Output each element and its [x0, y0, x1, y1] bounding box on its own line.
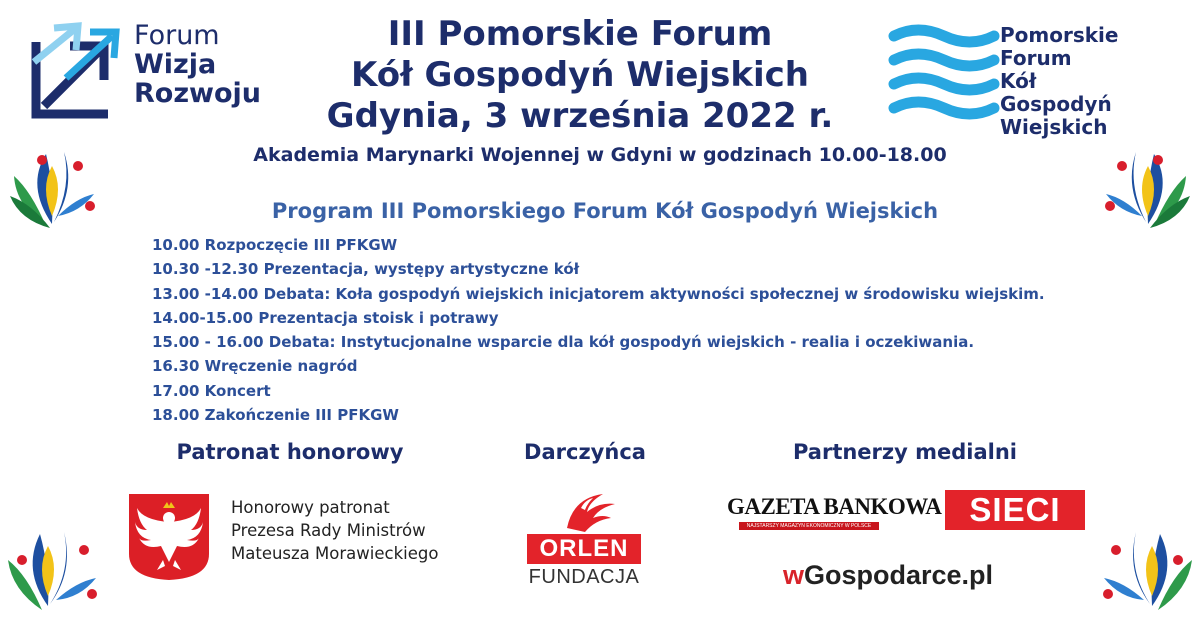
honorary-patronage — [127, 492, 467, 582]
orlen-fundacja-logo — [525, 488, 645, 588]
wgospodarce-logo — [783, 560, 993, 591]
page-title — [300, 14, 860, 137]
venue-line: Akademia Marynarki Wojennej w Gdyni w godzinach 10.00-18.00 — [253, 144, 947, 166]
schedule-item: 18.00 Zakończenie III PFKGW — [152, 406, 399, 425]
title-line-1: III Pomorskie Forum — [387, 14, 773, 54]
pomorskie-logo-line3: Kół Gospodyń — [1000, 69, 1112, 116]
program-title: Program III Pomorskiego Forum Kół Gospodyń Wiejskich — [271, 199, 939, 223]
schedule-item: 17.00 Koncert — [152, 381, 271, 400]
schedule-item: 14.00-15.00 Prezentacja stoisk i potrawy — [152, 308, 499, 327]
pomorskie-forum-logo — [888, 22, 1148, 139]
pomorskie-logo-line1: Pomorskie — [1000, 23, 1119, 47]
pomorskie-logo-line4: Wiejskich — [1000, 115, 1108, 139]
partnerzy-title: Partnerzy medialni — [792, 440, 1018, 464]
patron-line: Mateusza Morawieckiego — [231, 544, 439, 563]
orlen-name: ORLEN — [527, 534, 641, 564]
schedule-item: 10.00 Rozpoczęcie III PFKGW — [152, 236, 398, 254]
forum-logo-line3: Rozwoju — [134, 78, 262, 109]
gazeta-bankowa-logo — [727, 492, 942, 536]
forum-logo-line2: Wizja — [134, 49, 217, 80]
waves-logo-icon — [888, 24, 1000, 124]
orlen-sub: FUNDACJA — [528, 566, 640, 588]
title-line-3: Gdynia, 3 września 2022 r. — [326, 96, 834, 136]
darczynca-title: Darczyńca — [524, 440, 646, 464]
forum-logo-line1: Forum — [134, 20, 220, 51]
schedule-item: 16.30 Wręczenie nagród — [152, 357, 358, 376]
gazeta-tagline: NAJSTARSZY MAGAZYN EKONOMICZNY W POLSCE — [739, 522, 879, 530]
wgospodarce-rest: Gospodarce.pl — [804, 560, 994, 590]
wgospodarce-prefix: w — [783, 560, 805, 590]
program-schedule — [152, 233, 1045, 427]
schedule-item: 13.00 -14.00 Debata: Koła gospodyń wiejskich inicjatorem aktywności społecznej w środowisku wiejskim. — [152, 284, 1045, 303]
patronat-title: Patronat honorowy — [176, 440, 404, 464]
title-line-2: Kół Gospodyń Wiejskich — [350, 55, 810, 95]
gazeta-name: GAZETA BANKOWA — [727, 494, 942, 519]
schedule-item: 10.30 -12.30 Prezentacja, występy artystyczne kół — [152, 260, 580, 279]
eagle-emblem-icon — [127, 492, 211, 582]
patron-line: Prezesa Rady Ministrów — [231, 521, 426, 540]
patron-line: Honorowy patronat — [231, 498, 390, 517]
sieci-logo: SIECI — [945, 490, 1085, 530]
arrows-logo-icon — [26, 22, 126, 122]
folk-flower-icon — [1098, 520, 1198, 620]
forum-wizja-rozwoju-logo — [26, 18, 276, 128]
orlen-eagle-icon — [559, 488, 619, 534]
pomorskie-logo-line2: Forum — [1000, 46, 1072, 70]
folk-flower-icon — [2, 520, 102, 620]
schedule-item: 15.00 - 16.00 Debata: Instytucjonalne wsparcie dla kół gospodyń wiejskich - realia i oczekiwania. — [152, 333, 975, 352]
